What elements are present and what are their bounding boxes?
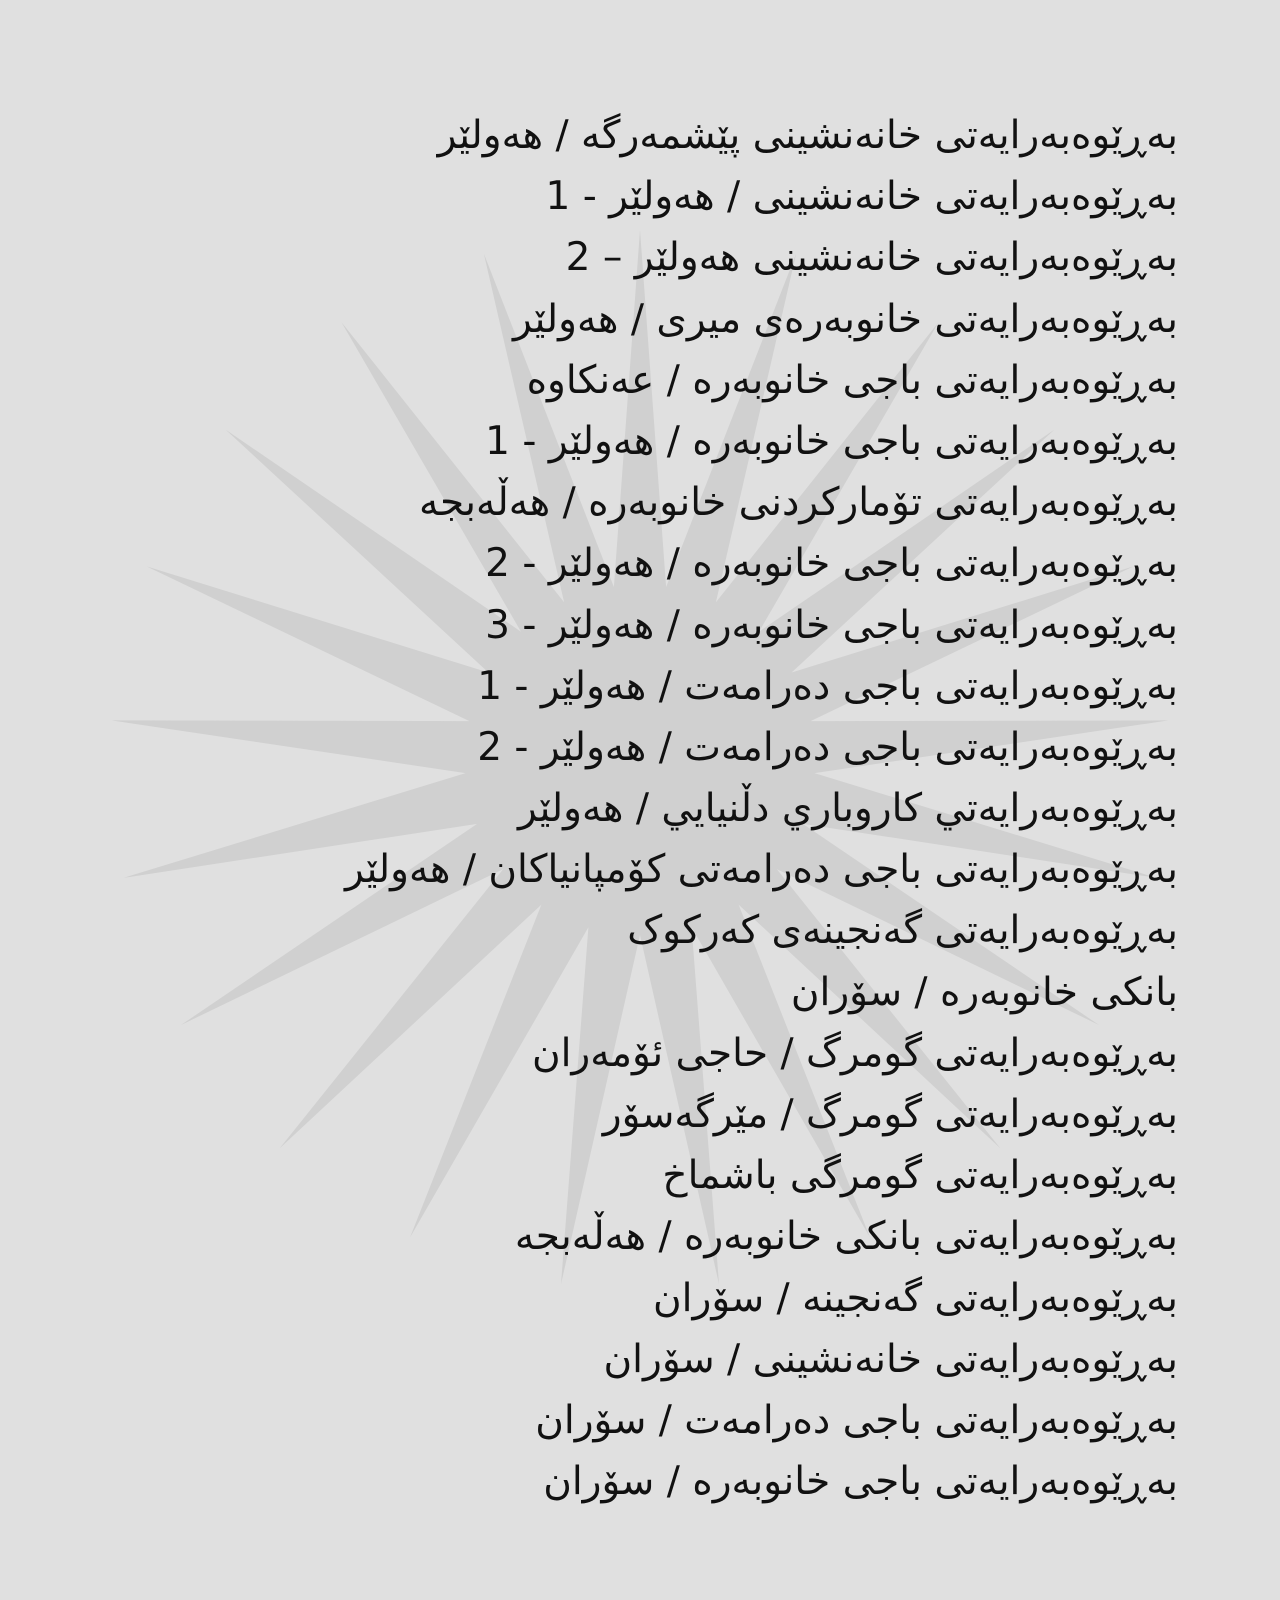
list-item: بەڕێوەبەرایەتی تۆمارکردنی خانوبەرە / هەڵەبجە [419,480,1178,526]
list-item: بەڕێوەبەرایەتی خانەنشینی پێشمەرگە / هەولێر [437,113,1178,158]
list-item: بەڕێوەبەرایەتی گومرگ / مێرگەسۆر [602,1092,1178,1137]
list-item: بەڕێوەبەرایەتی گەنجینەی کەرکوک [627,908,1178,954]
directorate-list [178,105,1178,1512]
list-item: بەڕێوەبەرایەتی باجی دەرامەت / هەولێر - 2 [477,724,1178,770]
list-item: بەڕێوەبەرایەتی خانەنشینی / سۆران [603,1336,1178,1382]
list-item: بەڕێوەبەرایەتی باجی خانوبەرە / هەولێر - 3 [485,602,1178,648]
list-item: بەڕێوەبەرایەتی خانەنشینی هەولێر – 2 [565,235,1178,281]
list-item: بەڕێوەبەرایەتی گومرگی باشماخ [662,1153,1178,1199]
list-item: بەڕێوەبەرایەتی باجی دەرامەت / سۆران [535,1397,1178,1443]
list-item: بەڕێوەبەرایەتی باجی خانوبەرە / هەولێر - 1 [485,418,1178,464]
list-item: بەڕێوەبەرایەتی باجی خانوبەرە / عەنکاوە [526,357,1178,403]
list-item: بەڕێوەبەرایەتی خانوبەرەی میری / هەولێر [512,296,1178,342]
list-item: بەڕێوەبەرایەتی باجی دەرامەتی کۆمپانیاکان / هەولێر [345,847,1178,893]
list-item: بەڕێوەبەرایەتی باجی خانوبەرە / سۆران [543,1459,1178,1505]
list-item: بەڕێوەبەرایەتی باجی خانوبەرە / هەولێر - 2 [485,541,1178,587]
list-item: بەڕێوەبەرایەتی باجی دەرامەت / هەولێر - 1 [477,663,1178,709]
list-item: بانکی خانوبەرە / سۆران [790,969,1178,1015]
list-item: بەڕێوەبەرایەتی گەنجینە / سۆران [653,1275,1178,1321]
list-item: بەڕێوەبەرایەتی گومرگ / حاجی ئۆمەران [531,1030,1178,1076]
list-item: بەڕێوەبەرایەتی خانەنشینی / هەولێر - 1 [545,174,1178,220]
list-item: بەڕێوەبەرایەتي كاروباري دڵنيايي / هەولێر [517,786,1178,832]
list-item: بەڕێوەبەرایەتی بانکی خانوبەرە / هەڵەبجە [514,1214,1178,1260]
